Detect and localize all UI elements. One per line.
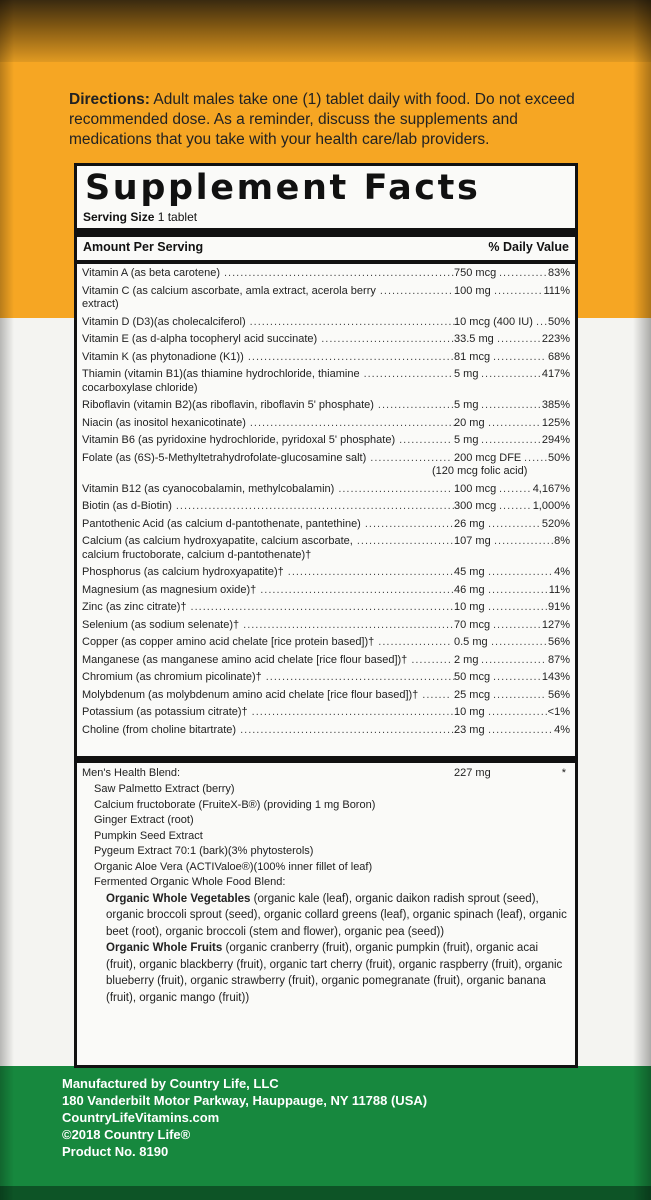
directions-label: Directions: xyxy=(69,91,150,108)
nutrient-name: Vitamin E (as d-alpha tocopheryl acid succinate) xyxy=(82,333,318,345)
leader-dots: ............. xyxy=(399,434,452,446)
leader-dots: ...................... xyxy=(363,368,453,380)
blend-item: Pygeum Extract 70:1 (bark)(3% phytosterols) xyxy=(94,845,314,857)
nutrient-amount: 50 mcg xyxy=(454,671,491,683)
leader-dots: ............................................... xyxy=(265,671,457,683)
nutrient-daily-value: 4,167% xyxy=(532,482,570,495)
nutrient-amount: 100 mcg xyxy=(454,482,497,495)
leader-dots: ...................... xyxy=(364,517,455,530)
nutrient-amount: 46 mg xyxy=(454,583,485,596)
nutrient-name: Vitamin A (as beta carotene) xyxy=(82,267,220,279)
leader-dots: .................................................. xyxy=(251,706,455,718)
nutrient-row xyxy=(82,535,570,566)
nutrient-row xyxy=(82,483,570,501)
leader-dots: ................... xyxy=(377,399,455,411)
nutrient-daily-value: 8% xyxy=(554,535,570,547)
leader-dots: ..................................................................... xyxy=(175,500,456,512)
packaging-top-flap xyxy=(0,0,651,62)
leader-dots: ................................................................. xyxy=(190,601,455,613)
leader-dots: .............. xyxy=(491,636,548,648)
nutrient-name: Manganese (as manganese amino acid chelate [rice flour based])† xyxy=(82,653,408,666)
nutrient-name: Potassium (as potassium citrate)† xyxy=(82,706,248,718)
packaging-left-shadow xyxy=(0,0,14,1200)
directions-text xyxy=(69,90,589,150)
directions-body: Adult males take one (1) tablet daily with food. Do not exceed recommended dose. As a reminder, discuss the supplements and medications that you take with your health care/lab providers. xyxy=(69,91,575,148)
nutrient-name: Folate (as (6S)-5-Methyltetrahydrofolate-glucosamine salt) xyxy=(82,451,367,464)
whole-fruits xyxy=(82,940,570,1006)
amount-per-serving-header: Amount Per Serving xyxy=(83,240,204,254)
nutrient-amount: 10 mg xyxy=(454,601,485,613)
manufacturer-website: CountryLifeVitamins.com xyxy=(62,1110,220,1125)
leader-dots: ........ xyxy=(499,482,532,495)
blend-name: Men's Health Blend: xyxy=(82,767,181,779)
nutrient-daily-value: 385% xyxy=(541,399,570,411)
nutrient-daily-value: 1,000% xyxy=(532,500,570,512)
whole-vegetables-label: Organic Whole Vegetables xyxy=(106,892,251,905)
nutrient-name: Riboflavin (vitamin B2)(as riboflavin, riboflavin 5' phosphate) xyxy=(82,399,374,411)
blend-item: Calcium fructoborate (FruiteX-B®) (providing 1 mg Boron) xyxy=(94,798,376,811)
leader-dots: ............ xyxy=(499,267,548,279)
nutrient-amount: 20 mg xyxy=(454,416,485,429)
leader-dots: ............... xyxy=(481,399,542,411)
nutrient-row xyxy=(82,706,570,724)
leader-dots: ............... xyxy=(481,434,542,446)
leader-dots: ................................. xyxy=(321,333,456,345)
leader-dots: .................... xyxy=(370,451,452,464)
leader-dots: ............. xyxy=(488,517,541,530)
nutrient-amount: 200 mcg DFE xyxy=(454,451,522,464)
leader-dots: ...... xyxy=(524,451,549,464)
whole-fruits-label: Organic Whole Fruits xyxy=(106,942,223,954)
nutrient-amount: 81 mcg xyxy=(454,350,491,363)
leader-dots: ....... xyxy=(422,688,451,701)
mens-health-blend xyxy=(82,766,570,1006)
nutrient-row xyxy=(82,285,570,316)
nutrient-name: Biotin (as d-Biotin) xyxy=(82,500,172,512)
leader-dots: ............. xyxy=(493,688,546,701)
supplement-facts-panel xyxy=(74,163,578,1068)
whole-vegetables-text: (organic kale (leaf), organic daikon radish sprout (seed), organic broccoli sprout (seed), organic collard greens (leaf), organic spinach (leaf), organic beet (root), organic broccoli (stem and flower), organic pea (seed)) xyxy=(106,892,567,938)
nutrient-daily-value: 520% xyxy=(541,517,570,530)
nutrient-daily-value: 125% xyxy=(541,416,570,429)
leader-dots: ................................................... xyxy=(249,416,457,429)
nutrient-daily-value: 87% xyxy=(547,653,570,666)
nutrient-name: Niacin (as inositol hexanicotinate) xyxy=(82,416,246,429)
nutrient-amount: 0.5 mg xyxy=(454,636,488,648)
nutrient-name: Pantothenic Acid (as calcium d-pantothenate, pantethine) xyxy=(82,517,361,530)
nutrient-amount: 5 mg xyxy=(454,434,479,446)
leader-dots: ............... xyxy=(481,368,542,380)
nutrient-row xyxy=(82,518,570,536)
nutrient-row xyxy=(82,333,570,351)
nutrient-daily-value: 417% xyxy=(541,368,570,380)
nutrient-row xyxy=(82,417,570,435)
nutrient-name: Vitamin K (as phytonadione (K1)) xyxy=(82,350,244,363)
nutrient-name: Thiamin (vitamin B1)(as thiamine hydrochloride, thiamine cocarboxylase chloride) xyxy=(82,368,360,394)
serving-size-label: Serving Size xyxy=(83,210,155,224)
nutrient-row xyxy=(82,636,570,654)
blend-header xyxy=(82,766,570,782)
nutrient-row xyxy=(82,500,570,518)
nutrient-row xyxy=(82,619,570,637)
manufacturer-address: 180 Vanderbilt Motor Parkway, Hauppauge, NY 11788 (USA) xyxy=(62,1093,428,1108)
nutrient-daily-value: 11% xyxy=(548,583,570,596)
blend-dv: * xyxy=(561,767,566,779)
daily-value-header: % Daily Value xyxy=(488,240,569,254)
leader-dots: ......................................... xyxy=(287,566,455,578)
nutrient-row xyxy=(82,399,570,417)
nutrient-amount: 10 mg xyxy=(454,706,485,718)
blend-item: Fermented Organic Whole Food Blend: xyxy=(94,876,286,888)
packaging-bottom-edge xyxy=(0,1186,651,1200)
leader-dots: ................................................... xyxy=(249,315,457,328)
nutrient-row xyxy=(82,724,570,742)
nutrient-name: Phosphorus (as calcium hydroxyapatite)† xyxy=(82,566,284,578)
nutrient-name: Calcium (as calcium hydroxyapatite, calcium ascorbate, calcium fructoborate, calcium d-pantothenate)† xyxy=(82,535,353,561)
nutrient-daily-value: <1% xyxy=(547,706,570,718)
nutrient-daily-value: 83% xyxy=(547,267,570,279)
manufacturer-info xyxy=(62,1075,427,1160)
leader-dots: ................................................ xyxy=(260,583,455,596)
nutrient-row xyxy=(82,368,570,399)
leader-dots: ................ xyxy=(488,566,553,578)
nutrient-row xyxy=(82,584,570,602)
nutrient-amount: 23 mg xyxy=(454,723,485,736)
nutrient-daily-value: 50% xyxy=(547,315,570,328)
whole-fruits-text: (organic cranberry (fruit), organic pumpkin (fruit), organic acai (fruit), organic blackberry (fruit), organic tart cherry (fruit), organic raspberry (fruit), organic blueberry (fruit), organic strawberry (fruit), organic pomegranate (fruit), organic banana (fruit), organic mango (fruit)) xyxy=(106,942,563,1004)
nutrient-amount: 33.5 mg xyxy=(454,333,494,345)
nutrient-name: Vitamin B12 (as cyanocobalamin, methylcobalamin) xyxy=(82,482,335,495)
nutrient-amount: 107 mg xyxy=(454,535,491,547)
leader-dots: ......................................................... xyxy=(224,267,456,279)
nutrient-amount: 70 mcg xyxy=(454,618,491,631)
nutrient-row xyxy=(82,566,570,584)
nutrient-name: Selenium (as sodium selenate)† xyxy=(82,618,240,631)
nutrient-row xyxy=(82,689,570,707)
leader-dots: ........................ xyxy=(356,535,455,547)
nutrient-name: Chromium (as chromium picolinate)† xyxy=(82,671,262,683)
leader-dots: ............ xyxy=(494,284,543,297)
leader-dots: ............. xyxy=(488,416,541,429)
nutrient-name: Copper (as copper amino acid chelate [rice protein based])† xyxy=(82,636,375,648)
nutrient-amount: 300 mcg xyxy=(454,500,497,512)
nutrient-daily-value: 68% xyxy=(547,350,570,363)
nutrient-daily-value: 143% xyxy=(541,671,570,683)
nutrient-daily-value: 50% xyxy=(547,451,570,464)
thick-rule-lower xyxy=(77,756,575,763)
leader-dots: ... xyxy=(536,315,549,328)
nutrient-daily-value: 91% xyxy=(547,601,570,613)
leader-dots: .................. xyxy=(378,636,452,648)
nutrient-row xyxy=(82,452,570,483)
leader-dots: ............ xyxy=(493,618,542,631)
leader-dots: ............. xyxy=(493,350,546,363)
serving-size-value: 1 tablet xyxy=(154,210,198,224)
nutrient-amount: 10 mcg (400 IU) xyxy=(454,315,533,328)
packaging-right-shadow xyxy=(633,0,651,1200)
nutrient-amount: 25 mcg xyxy=(454,688,491,701)
leader-dots: ............... xyxy=(488,583,549,596)
nutrient-row xyxy=(82,601,570,619)
leader-dots: ............................ xyxy=(338,482,452,495)
nutrient-daily-value: 127% xyxy=(541,618,570,631)
medium-rule xyxy=(77,260,575,264)
nutrient-amount: 26 mg xyxy=(454,517,485,530)
leader-dots: ................ xyxy=(488,723,553,736)
blend-amount: 227 mg xyxy=(454,767,491,779)
leader-dots: ........... xyxy=(497,333,542,345)
nutrient-name: Magnesium (as magnesium oxide)† xyxy=(82,583,257,596)
leader-dots: .......... xyxy=(411,653,452,666)
nutrient-amount: 45 mg xyxy=(454,566,485,578)
product-number: Product No. 8190 xyxy=(62,1144,169,1159)
nutrient-daily-value: 111% xyxy=(543,284,570,297)
nutrient-name: Vitamin B6 (as pyridoxine hydrochloride, pyridoxal 5' phosphate) xyxy=(82,434,396,446)
nutrient-row xyxy=(82,351,570,369)
blend-item: Organic Aloe Vera (ACTIValoe®)(100% inner fillet of leaf) xyxy=(94,860,373,873)
supplement-facts-title: Supplement Facts xyxy=(85,168,481,208)
thick-rule xyxy=(77,228,575,237)
nutrient-daily-value: 4% xyxy=(554,723,570,736)
nutrient-daily-value: 56% xyxy=(547,636,570,648)
leader-dots: ..................................................... xyxy=(240,723,456,736)
nutrient-amount: 2 mg xyxy=(454,653,479,666)
nutrient-name: Zinc (as zinc citrate)† xyxy=(82,601,187,613)
nutrient-amount: 5 mg xyxy=(454,399,479,411)
leader-dots: ................ xyxy=(481,653,546,666)
nutrient-daily-value: 294% xyxy=(541,434,570,446)
nutrient-amount: 100 mg xyxy=(454,284,491,297)
nutrient-name: Choline (from choline bitartrate) xyxy=(82,723,237,736)
nutrient-list xyxy=(82,267,570,741)
nutrient-daily-value: 4% xyxy=(554,566,570,578)
nutrient-row xyxy=(82,434,570,452)
nutrient-name: Vitamin D (D3)(as cholecalciferol) xyxy=(82,315,246,328)
leader-dots: ............... xyxy=(488,601,549,613)
manufacturer-name: Manufactured by Country Life, LLC xyxy=(62,1076,279,1091)
leader-dots: ............... xyxy=(494,535,555,547)
nutrient-row xyxy=(82,671,570,689)
nutrient-row xyxy=(82,316,570,334)
leader-dots: .................. xyxy=(379,284,453,297)
leader-dots: ........ xyxy=(499,500,532,512)
nutrient-daily-value: 56% xyxy=(547,688,570,701)
nutrient-name: Vitamin C (as calcium ascorbate, amla extract, acerola berry extract) xyxy=(82,284,376,310)
nutrient-subnote: (120 mcg folic acid) xyxy=(432,465,528,477)
nutrient-amount: 5 mg xyxy=(454,368,479,380)
nutrient-name: Molybdenum (as molybdenum amino acid chelate [rice flour based])† xyxy=(82,688,419,701)
blend-items xyxy=(82,782,570,891)
blend-item: Pumpkin Seed Extract xyxy=(94,829,203,842)
leader-dots: .................................................... xyxy=(243,618,455,631)
whole-vegetables xyxy=(82,891,570,941)
serving-size xyxy=(83,210,197,224)
copyright: ©2018 Country Life® xyxy=(62,1127,191,1142)
blend-item: Ginger Extract (root) xyxy=(94,814,194,826)
leader-dots: ............... xyxy=(488,706,549,718)
nutrient-amount: 750 mcg xyxy=(454,267,497,279)
leader-dots: ............ xyxy=(493,671,542,683)
nutrient-row xyxy=(82,267,570,285)
column-header xyxy=(83,240,569,258)
blend-item: Saw Palmetto Extract (berry) xyxy=(94,783,235,795)
leader-dots: ................................................... xyxy=(247,350,455,363)
nutrient-daily-value: 223% xyxy=(541,333,570,345)
nutrient-row xyxy=(82,654,570,672)
